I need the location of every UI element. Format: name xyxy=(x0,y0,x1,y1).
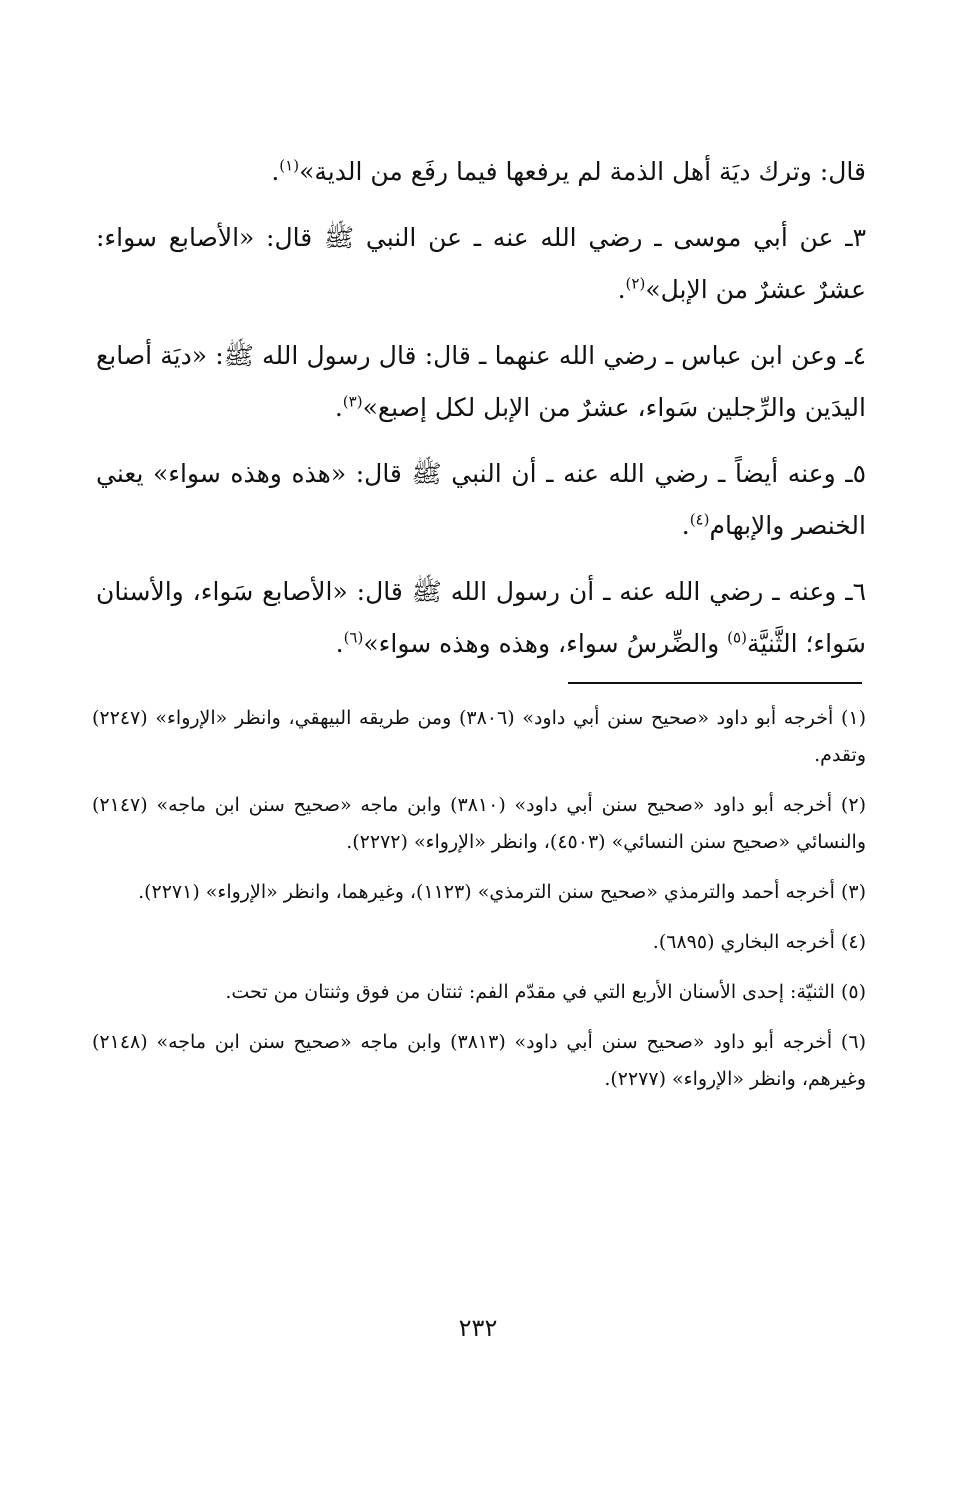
footnote-divider xyxy=(568,682,862,684)
paragraph-6 xyxy=(96,566,866,670)
paragraph-text: ٤ـ وعن ابن عباس ـ رضي الله عنهما ـ قال: قال رسول الله ﷺ: «ديَة أصابع اليدَين والرِّجلين سَواء، عشرٌ من الإبل لكل إصبع» xyxy=(96,341,866,422)
paragraph-end: . xyxy=(335,629,344,658)
footnote-ref[interactable]: (١) xyxy=(279,156,300,175)
paragraph-5 xyxy=(96,448,866,552)
paragraph-3 xyxy=(96,212,866,316)
footnote-5: (٥) الثنيّة: إحدى الأسنان الأربع التي في مقدّم الفم: ثنتان من فوق وثنتان من تحت. xyxy=(225,981,866,1003)
paragraph-text-continued: والضِّرسُ سواء، وهذه وهذه سواء» xyxy=(363,629,728,658)
footnote-ref[interactable]: (٦) xyxy=(343,628,364,647)
footnote-ref[interactable]: (٤) xyxy=(689,510,710,529)
footnote-ref[interactable]: (٥) xyxy=(727,628,747,647)
footnote-ref[interactable]: (٣) xyxy=(342,392,363,411)
paragraph-text: قال: وترك ديَة أهل الذمة لم يرفعها فيما رفَع من الدية» xyxy=(299,157,866,186)
footnote-2: (٢) أخرجه أبو داود «صحيح سنن أبي داود» (٣٨١٠) وابن ماجه «صحيح سنن ابن ماجه» (٢١٤٧) والنسائي «صحيح سنن النسائي» (٤٥٠٣)، وانظر «الإرواء» (٢٢٧٢). xyxy=(92,794,866,853)
footnote-4: (٤) أخرجه البخاري (٦٨٩٥). xyxy=(652,931,866,953)
paragraph-text: ٥ـ وعنه أيضاً ـ رضي الله عنه ـ أن النبي ﷺ قال: «هذه وهذه سواء» يعني الخنصر والإبهام xyxy=(96,459,866,540)
paragraph-1 xyxy=(96,146,866,198)
paragraph-text: ٣ـ عن أبي موسى ـ رضي الله عنه ـ عن النبي ﷺ قال: «الأصابع سواء: عشرٌ عشرٌ من الإبل» xyxy=(96,223,866,304)
paragraph-end: . xyxy=(334,393,343,422)
paragraph-text: ٦ـ وعنه ـ رضي الله عنه ـ أن رسول الله ﷺ قال: «الأصابع سَواء، والأسنان سَواء؛ الثَّنيَّة xyxy=(96,577,866,658)
main-text xyxy=(96,146,866,684)
paragraph-4 xyxy=(96,330,866,434)
footnote-1: (١) أخرجه أبو داود «صحيح سنن أبي داود» (٣٨٠٦) ومن طريقه البيهقي، وانظر «الإرواء» (٢٢٤٧) وتقدم. xyxy=(92,707,866,766)
footnote-ref[interactable]: (٢) xyxy=(625,274,646,293)
paragraph-end: . xyxy=(271,157,280,186)
paragraph-end: . xyxy=(681,511,690,540)
footnote-3: (٣) أخرجه أحمد والترمذي «صحيح سنن الترمذي» (١١٢٣)، وغيرهما، وانظر «الإرواء» (٢٢٧١). xyxy=(138,881,866,903)
paragraph-end: . xyxy=(617,275,626,304)
footnote-6: (٦) أخرجه أبو داود «صحيح سنن أبي داود» (٣٨١٣) وابن ماجه «صحيح سنن ابن ماجه» (٢١٤٨) وغيرهم، وانظر «الإرواء» (٢٢٧٧). xyxy=(92,1031,866,1090)
footnotes xyxy=(92,700,866,1111)
page-number: ٢٣٢ xyxy=(458,1314,498,1342)
